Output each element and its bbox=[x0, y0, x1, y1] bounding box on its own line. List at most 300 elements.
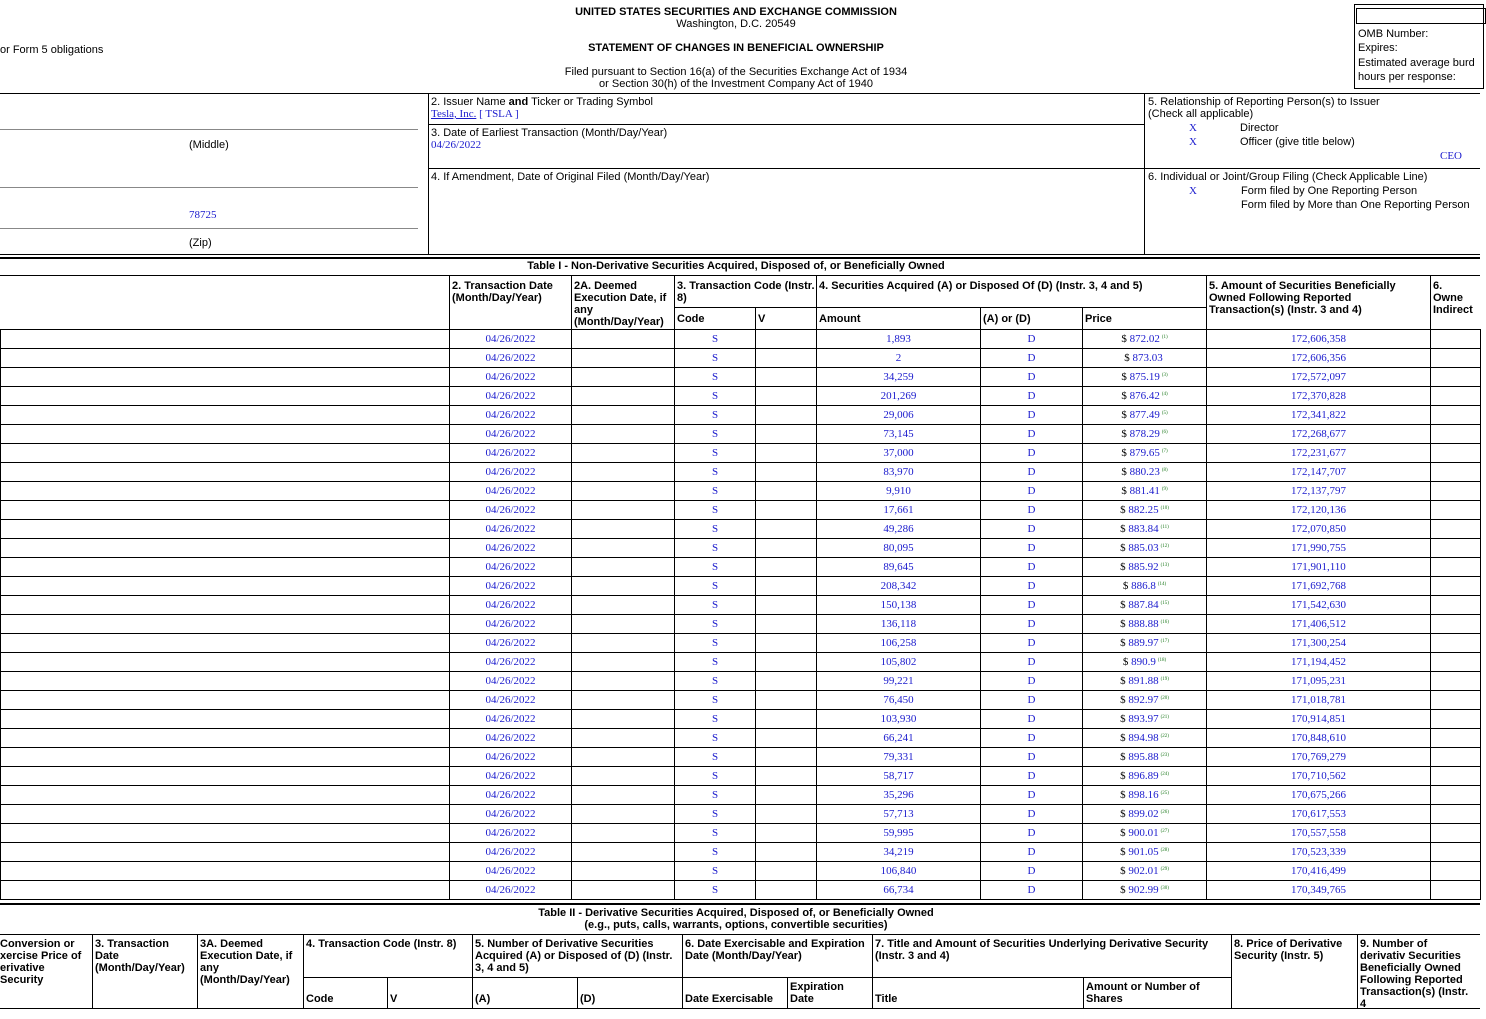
table-row bbox=[1, 805, 1481, 824]
price-cell: $ 893.97 $^{(21)}$ bbox=[1083, 710, 1207, 729]
v-cell bbox=[756, 482, 817, 501]
price-cell: $ 895.88 $^{(23)}$ bbox=[1083, 748, 1207, 767]
ticker-close: ] bbox=[515, 108, 519, 120]
ad-cell: D bbox=[981, 672, 1083, 691]
v-cell bbox=[756, 387, 817, 406]
amount-cell: 89,645 bbox=[817, 558, 981, 577]
footnote-ref[interactable]: (9) bbox=[1161, 487, 1168, 492]
omb-header-box bbox=[1356, 8, 1486, 24]
table-row bbox=[1, 729, 1481, 748]
ad-cell: D bbox=[981, 710, 1083, 729]
transaction-date-cell: 04/26/2022 bbox=[450, 463, 572, 482]
v-cell bbox=[756, 558, 817, 577]
price-value: 875.19 bbox=[1129, 371, 1160, 383]
deemed-date-cell bbox=[572, 596, 675, 615]
amount-cell: 73,145 bbox=[817, 425, 981, 444]
table-row bbox=[1, 748, 1481, 767]
amendment-label: 4. If Amendment, Date of Original Filed (Month/Day/Year) bbox=[431, 171, 710, 183]
table-row bbox=[1, 368, 1481, 387]
zip-label: (Zip) bbox=[189, 237, 212, 249]
transaction-code-cell: S bbox=[675, 539, 756, 558]
deemed-date-cell bbox=[572, 824, 675, 843]
footnote-ref[interactable]: (16) bbox=[1160, 620, 1169, 625]
t1-sub-v: V bbox=[758, 313, 766, 325]
footnote-ref[interactable]: (22) bbox=[1160, 734, 1169, 739]
table-row bbox=[1, 881, 1481, 900]
deemed-date-cell bbox=[572, 387, 675, 406]
table-row bbox=[1, 444, 1481, 463]
omb-hours-label: hours per response: bbox=[1358, 71, 1456, 83]
owned-following-cell: 172,341,822 bbox=[1207, 406, 1431, 425]
table1-header-top bbox=[0, 275, 1480, 276]
ad-cell: D bbox=[981, 805, 1083, 824]
footnote-ref[interactable]: (18) bbox=[1157, 658, 1167, 663]
v-cell bbox=[756, 786, 817, 805]
form-title: STATEMENT OF CHANGES IN BENEFICIAL OWNERSHIP bbox=[588, 42, 884, 54]
transaction-code-cell: S bbox=[675, 710, 756, 729]
ownership-form-cell bbox=[1431, 710, 1481, 729]
t2-vline-6 bbox=[577, 977, 578, 1008]
price-value: 886.8 bbox=[1131, 580, 1156, 592]
deemed-date-cell bbox=[572, 862, 675, 881]
v-cell bbox=[756, 444, 817, 463]
ad-cell: D bbox=[981, 368, 1083, 387]
ad-cell: D bbox=[981, 843, 1083, 862]
v-cell bbox=[756, 805, 817, 824]
ownership-form-cell bbox=[1431, 330, 1481, 349]
t2-sub-expiration: Expiration Date bbox=[790, 981, 844, 1005]
t1-col-acquired: 4. Securities Acquired (A) or Disposed Of (D) (Instr. 3, 4 and 5) bbox=[819, 280, 1143, 292]
ownership-form-cell bbox=[1431, 805, 1481, 824]
transaction-date-cell: 04/26/2022 bbox=[450, 748, 572, 767]
transaction-code-cell: S bbox=[675, 596, 756, 615]
price-cell: $ 890.9 $^{(18)}$ bbox=[1083, 653, 1207, 672]
price-cell: $ 880.23 $^{(8)}$ bbox=[1083, 463, 1207, 482]
security-title-cell bbox=[1, 843, 450, 862]
t2-vline-10 bbox=[1083, 977, 1084, 1008]
deemed-date-cell bbox=[572, 615, 675, 634]
owned-following-cell: 170,848,610 bbox=[1207, 729, 1431, 748]
footnote-ref[interactable]: (26) bbox=[1160, 810, 1169, 815]
deemed-date-cell bbox=[572, 330, 675, 349]
ownership-form-cell bbox=[1431, 406, 1481, 425]
price-cell: $ 872.02 $^{(1)}$ bbox=[1083, 330, 1207, 349]
amount-cell: 208,342 bbox=[817, 577, 981, 596]
ownership-form-cell bbox=[1431, 482, 1481, 501]
footnote-ref[interactable]: (21) bbox=[1160, 715, 1169, 720]
owned-following-cell: 170,914,851 bbox=[1207, 710, 1431, 729]
security-title-cell bbox=[1, 710, 450, 729]
deemed-date-cell bbox=[572, 748, 675, 767]
ad-cell: D bbox=[981, 881, 1083, 900]
ownership-form-cell bbox=[1431, 862, 1481, 881]
security-title-cell bbox=[1, 805, 450, 824]
middle-name-label: (Middle) bbox=[189, 139, 229, 151]
footnote-ref[interactable]: (13) bbox=[1160, 563, 1169, 568]
ownership-form-cell bbox=[1431, 558, 1481, 577]
security-title-cell bbox=[1, 615, 450, 634]
officer-title: CEO bbox=[1440, 150, 1462, 162]
v-cell bbox=[756, 767, 817, 786]
ownership-form-cell bbox=[1431, 425, 1481, 444]
t2-sub-exercisable: Date Exercisable bbox=[685, 993, 774, 1005]
table-row bbox=[1, 520, 1481, 539]
transaction-code-cell: S bbox=[675, 634, 756, 653]
v-cell bbox=[756, 330, 817, 349]
footnote-ref[interactable]: (19) bbox=[1160, 677, 1169, 682]
security-title-cell bbox=[1, 387, 450, 406]
v-cell bbox=[756, 520, 817, 539]
t1-col-ownership: 6. Owne Indirect bbox=[1433, 280, 1473, 316]
deemed-date-cell bbox=[572, 767, 675, 786]
v-cell bbox=[756, 463, 817, 482]
table-row bbox=[1, 463, 1481, 482]
table1-title: Table I - Non-Derivative Securities Acquired, Disposed of, or Beneficially Owned bbox=[527, 260, 945, 272]
ownership-form-cell bbox=[1431, 672, 1481, 691]
ad-cell: D bbox=[981, 577, 1083, 596]
v-cell bbox=[756, 729, 817, 748]
amount-cell: 66,734 bbox=[817, 881, 981, 900]
table-row bbox=[1, 843, 1481, 862]
transaction-code-cell: S bbox=[675, 805, 756, 824]
footnote-ref[interactable]: (5) bbox=[1161, 411, 1168, 416]
owned-following-cell: 170,710,562 bbox=[1207, 767, 1431, 786]
ad-cell: D bbox=[981, 406, 1083, 425]
issuer-name-link[interactable]: Tesla, Inc. bbox=[431, 108, 477, 120]
ad-cell: D bbox=[981, 729, 1083, 748]
price-value: 885.03 bbox=[1128, 542, 1159, 554]
footnote-ref[interactable]: (28) bbox=[1160, 848, 1169, 853]
t1-vline-5 bbox=[816, 275, 817, 329]
amount-cell: 37,000 bbox=[817, 444, 981, 463]
t2-vline-5 bbox=[472, 934, 473, 1008]
ownership-form-cell bbox=[1431, 539, 1481, 558]
reporting-person-right-border bbox=[428, 93, 429, 255]
transaction-date-cell: 04/26/2022 bbox=[450, 330, 572, 349]
owned-following-cell: 170,769,279 bbox=[1207, 748, 1431, 767]
ad-cell: D bbox=[981, 786, 1083, 805]
relationship-label: 5. Relationship of Reporting Person(s) to Issuer bbox=[1148, 96, 1380, 108]
deemed-date-cell bbox=[572, 539, 675, 558]
footnote-ref[interactable]: (4) bbox=[1161, 392, 1168, 397]
amount-cell: 2 bbox=[817, 349, 981, 368]
t2-vline-7 bbox=[682, 934, 683, 1008]
footnote-ref[interactable]: (11) bbox=[1160, 525, 1169, 530]
v-cell bbox=[756, 368, 817, 387]
security-title-cell bbox=[1, 406, 450, 425]
v-cell bbox=[756, 653, 817, 672]
issuer-right-border bbox=[1144, 93, 1145, 255]
table-row bbox=[1, 710, 1481, 729]
table2-subheader-line bbox=[303, 977, 1231, 978]
deemed-date-cell bbox=[572, 805, 675, 824]
t2-vline-4 bbox=[387, 977, 388, 1008]
agency-city: Washington, D.C. 20549 bbox=[676, 18, 796, 30]
transaction-date-cell: 04/26/2022 bbox=[450, 596, 572, 615]
deemed-date-cell bbox=[572, 729, 675, 748]
deemed-date-cell bbox=[572, 520, 675, 539]
price-value: 890.9 bbox=[1131, 656, 1156, 668]
footnote-ref[interactable]: (15) bbox=[1160, 601, 1169, 606]
transaction-date-cell: 04/26/2022 bbox=[450, 444, 572, 463]
owned-following-cell: 172,370,828 bbox=[1207, 387, 1431, 406]
footnote-ref[interactable]: (25) bbox=[1160, 791, 1169, 796]
ad-cell: D bbox=[981, 558, 1083, 577]
v-cell bbox=[756, 824, 817, 843]
transaction-code-cell: S bbox=[675, 672, 756, 691]
amount-cell: 80,095 bbox=[817, 539, 981, 558]
t2-vline-11 bbox=[1231, 934, 1232, 1008]
ownership-form-cell bbox=[1431, 653, 1481, 672]
ownership-form-cell bbox=[1431, 368, 1481, 387]
security-title-cell bbox=[1, 577, 450, 596]
price-cell: $ 891.88 $^{(19)}$ bbox=[1083, 672, 1207, 691]
ad-cell: D bbox=[981, 615, 1083, 634]
price-cell: $ 896.89 $^{(24)}$ bbox=[1083, 767, 1207, 786]
director-label: Director bbox=[1240, 122, 1279, 134]
table1-top-border bbox=[0, 257, 1480, 259]
amount-cell: 106,840 bbox=[817, 862, 981, 881]
price-value: 894.98 bbox=[1128, 732, 1159, 744]
t1-sub-code: Code bbox=[677, 313, 705, 325]
footnote-ref[interactable]: (6) bbox=[1161, 430, 1168, 435]
table-row bbox=[1, 596, 1481, 615]
price-value: 896.89 bbox=[1128, 770, 1159, 782]
table-row bbox=[1, 862, 1481, 881]
deemed-date-cell bbox=[572, 691, 675, 710]
price-cell: $ 877.49 $^{(5)}$ bbox=[1083, 406, 1207, 425]
security-title-cell bbox=[1, 881, 450, 900]
t2-col-conversion: Conversion or xercise Price of erivative Security bbox=[0, 938, 82, 986]
deemed-date-cell bbox=[572, 653, 675, 672]
ownership-form-cell bbox=[1431, 786, 1481, 805]
v-cell bbox=[756, 501, 817, 520]
footnote-ref[interactable]: (14) bbox=[1157, 582, 1167, 587]
table-row bbox=[1, 615, 1481, 634]
t2-sub-a: (A) bbox=[475, 993, 491, 1005]
transaction-code-cell: S bbox=[675, 881, 756, 900]
v-cell bbox=[756, 862, 817, 881]
amount-cell: 1,893 bbox=[817, 330, 981, 349]
owned-following-cell: 172,120,136 bbox=[1207, 501, 1431, 520]
t1-sub-ad: (A) or (D) bbox=[983, 313, 1031, 325]
amount-cell: 79,331 bbox=[817, 748, 981, 767]
footnote-ref[interactable]: (20) bbox=[1160, 696, 1169, 701]
table-row bbox=[1, 501, 1481, 520]
footnote-ref[interactable]: (3) bbox=[1161, 373, 1168, 378]
form-top-border bbox=[0, 93, 1480, 94]
price-value: 893.97 bbox=[1128, 713, 1159, 725]
amount-cell: 9,910 bbox=[817, 482, 981, 501]
deemed-date-cell bbox=[572, 710, 675, 729]
price-value: 891.88 bbox=[1128, 675, 1159, 687]
deemed-date-cell bbox=[572, 786, 675, 805]
t1-sub-price: Price bbox=[1085, 313, 1112, 325]
table-row bbox=[1, 482, 1481, 501]
table-row bbox=[1, 577, 1481, 596]
t2-col-exercisable: 6. Date Exercisable and Expiration Date (Month/Day/Year) bbox=[685, 938, 865, 962]
owned-following-cell: 171,095,231 bbox=[1207, 672, 1431, 691]
transaction-date-cell: 04/26/2022 bbox=[450, 824, 572, 843]
transaction-code-cell: S bbox=[675, 691, 756, 710]
owned-following-cell: 172,572,097 bbox=[1207, 368, 1431, 387]
transaction-code-cell: S bbox=[675, 577, 756, 596]
omb-number-label: OMB Number: bbox=[1358, 28, 1429, 40]
ad-cell: D bbox=[981, 425, 1083, 444]
table-row bbox=[1, 653, 1481, 672]
t2-col-owned: 9. Number of derivativ Securities Beneficially Owned Following Reported Transaction(s) (Instr. 4 bbox=[1360, 938, 1469, 1010]
footnote-ref[interactable]: (27) bbox=[1160, 829, 1169, 834]
price-cell: $ 886.8 $^{(14)}$ bbox=[1083, 577, 1207, 596]
issuer-label-prefix: 2. Issuer Name bbox=[431, 96, 506, 108]
owned-following-cell: 170,675,266 bbox=[1207, 786, 1431, 805]
one-person-checkmark: X bbox=[1189, 185, 1197, 197]
footnote-ref[interactable]: (10) bbox=[1160, 506, 1169, 511]
transaction-date-cell: 04/26/2022 bbox=[450, 615, 572, 634]
security-title-cell bbox=[1, 444, 450, 463]
transaction-code-cell: S bbox=[675, 843, 756, 862]
footnote-ref[interactable]: (12) bbox=[1160, 544, 1169, 549]
transaction-date-cell: 04/26/2022 bbox=[450, 501, 572, 520]
transaction-code-cell: S bbox=[675, 482, 756, 501]
owned-following-cell: 171,018,781 bbox=[1207, 691, 1431, 710]
owned-following-cell: 171,542,630 bbox=[1207, 596, 1431, 615]
city-line bbox=[0, 228, 418, 229]
price-value: 885.92 bbox=[1128, 561, 1159, 573]
amount-cell: 66,241 bbox=[817, 729, 981, 748]
price-value: 887.84 bbox=[1128, 599, 1159, 611]
price-value: 895.88 bbox=[1128, 751, 1159, 763]
ad-cell: D bbox=[981, 501, 1083, 520]
footnote-ref[interactable]: (24) bbox=[1160, 772, 1169, 777]
ownership-form-cell bbox=[1431, 843, 1481, 862]
ad-cell: D bbox=[981, 482, 1083, 501]
t1-vline-6 bbox=[980, 307, 981, 329]
price-cell: $ 873.03 bbox=[1083, 349, 1207, 368]
footnote-ref[interactable]: (1) bbox=[1161, 335, 1168, 340]
table2-subtitle: (e.g., puts, calls, warrants, options, convertible securities) bbox=[584, 919, 888, 931]
price-cell: $ 892.97 $^{(20)}$ bbox=[1083, 691, 1207, 710]
ad-cell: D bbox=[981, 596, 1083, 615]
transaction-date-cell: 04/26/2022 bbox=[450, 881, 572, 900]
v-cell bbox=[756, 691, 817, 710]
t2-col-deemed: 3A. Deemed Execution Date, if any (Month/Day/Year) bbox=[200, 938, 293, 986]
transaction-code-cell: S bbox=[675, 824, 756, 843]
amount-cell: 201,269 bbox=[817, 387, 981, 406]
t2-col-code: 4. Transaction Code (Instr. 8) bbox=[306, 938, 457, 950]
footnote-ref[interactable]: (23) bbox=[1160, 753, 1169, 758]
security-title-cell bbox=[1, 558, 450, 577]
transaction-code-cell: S bbox=[675, 501, 756, 520]
transaction-date-cell: 04/26/2022 bbox=[450, 691, 572, 710]
table1-subheader-line bbox=[674, 307, 1206, 308]
security-title-cell bbox=[1, 463, 450, 482]
t2-sub-code: Code bbox=[306, 993, 334, 1005]
owned-following-cell: 171,194,452 bbox=[1207, 653, 1431, 672]
ownership-form-cell bbox=[1431, 615, 1481, 634]
transaction-code-cell: S bbox=[675, 729, 756, 748]
footnote-ref[interactable]: (8) bbox=[1161, 468, 1168, 473]
owned-following-cell: 171,901,110 bbox=[1207, 558, 1431, 577]
price-cell: $ 899.02 $^{(26)}$ bbox=[1083, 805, 1207, 824]
t1-vline-3 bbox=[674, 275, 675, 329]
one-person-label: Form filed by One Reporting Person bbox=[1241, 185, 1418, 197]
table2-top-border bbox=[0, 903, 1480, 905]
transaction-code-cell: S bbox=[675, 330, 756, 349]
price-cell: $ 883.84 $^{(11)}$ bbox=[1083, 520, 1207, 539]
footnote-ref[interactable]: (17) bbox=[1160, 639, 1169, 644]
issuer-name-label bbox=[431, 96, 653, 108]
owned-following-cell: 172,268,677 bbox=[1207, 425, 1431, 444]
ownership-form-cell bbox=[1431, 349, 1481, 368]
security-title-cell bbox=[1, 767, 450, 786]
price-cell: $ 902.99 $^{(30)}$ bbox=[1083, 881, 1207, 900]
transaction-date-cell: 04/26/2022 bbox=[450, 786, 572, 805]
t2-col-number: 5. Number of Derivative Securities Acquired (A) or Disposed of (D) (Instr. 3, 4 and 5) bbox=[475, 938, 673, 974]
issuer-label-and: and bbox=[508, 96, 529, 108]
ownership-form-cell bbox=[1431, 501, 1481, 520]
footnote-ref[interactable]: (30) bbox=[1160, 886, 1169, 891]
owned-following-cell: 171,692,768 bbox=[1207, 577, 1431, 596]
ownership-form-cell bbox=[1431, 577, 1481, 596]
t1-col-date: 2. Transaction Date (Month/Day/Year) bbox=[452, 280, 553, 304]
price-cell: $ 900.01 $^{(27)}$ bbox=[1083, 824, 1207, 843]
security-title-cell bbox=[1, 691, 450, 710]
deemed-date-cell bbox=[572, 881, 675, 900]
price-cell: $ 876.42 $^{(4)}$ bbox=[1083, 387, 1207, 406]
ownership-form-cell bbox=[1431, 463, 1481, 482]
ticker-open: [ bbox=[479, 108, 483, 120]
transaction-date-cell: 04/26/2022 bbox=[450, 843, 572, 862]
owned-following-cell: 170,557,558 bbox=[1207, 824, 1431, 843]
footnote-ref[interactable]: (7) bbox=[1161, 449, 1168, 454]
v-cell bbox=[756, 349, 817, 368]
table-row bbox=[1, 539, 1481, 558]
security-title-cell bbox=[1, 482, 450, 501]
transaction-code-cell: S bbox=[675, 615, 756, 634]
t2-vline-3 bbox=[303, 934, 304, 1008]
v-cell bbox=[756, 634, 817, 653]
transaction-code-cell: S bbox=[675, 767, 756, 786]
t2-vline-2 bbox=[197, 934, 198, 1008]
table-row bbox=[1, 767, 1481, 786]
footnote-ref[interactable]: (29) bbox=[1160, 867, 1169, 872]
t1-vline-9 bbox=[1430, 275, 1431, 329]
v-cell bbox=[756, 672, 817, 691]
ownership-form-cell bbox=[1431, 824, 1481, 843]
deemed-date-cell bbox=[572, 501, 675, 520]
issuer-name-row bbox=[431, 108, 519, 120]
price-cell: $ 902.01 $^{(29)}$ bbox=[1083, 862, 1207, 881]
security-title-cell bbox=[1, 748, 450, 767]
security-title-cell bbox=[1, 501, 450, 520]
ad-cell: D bbox=[981, 748, 1083, 767]
amount-cell: 59,995 bbox=[817, 824, 981, 843]
deemed-date-cell bbox=[572, 349, 675, 368]
t2-sub-v: V bbox=[390, 993, 398, 1005]
owned-following-cell: 172,606,358 bbox=[1207, 330, 1431, 349]
deemed-date-cell bbox=[572, 482, 675, 501]
transaction-code-cell: S bbox=[675, 748, 756, 767]
amount-cell: 150,138 bbox=[817, 596, 981, 615]
transaction-date-cell: 04/26/2022 bbox=[450, 672, 572, 691]
amount-cell: 58,717 bbox=[817, 767, 981, 786]
ownership-form-cell bbox=[1431, 596, 1481, 615]
omb-burden-label: Estimated average burd bbox=[1358, 57, 1475, 69]
table-row bbox=[1, 406, 1481, 425]
ownership-form-cell bbox=[1431, 444, 1481, 463]
transaction-date-cell: 04/26/2022 bbox=[450, 558, 572, 577]
